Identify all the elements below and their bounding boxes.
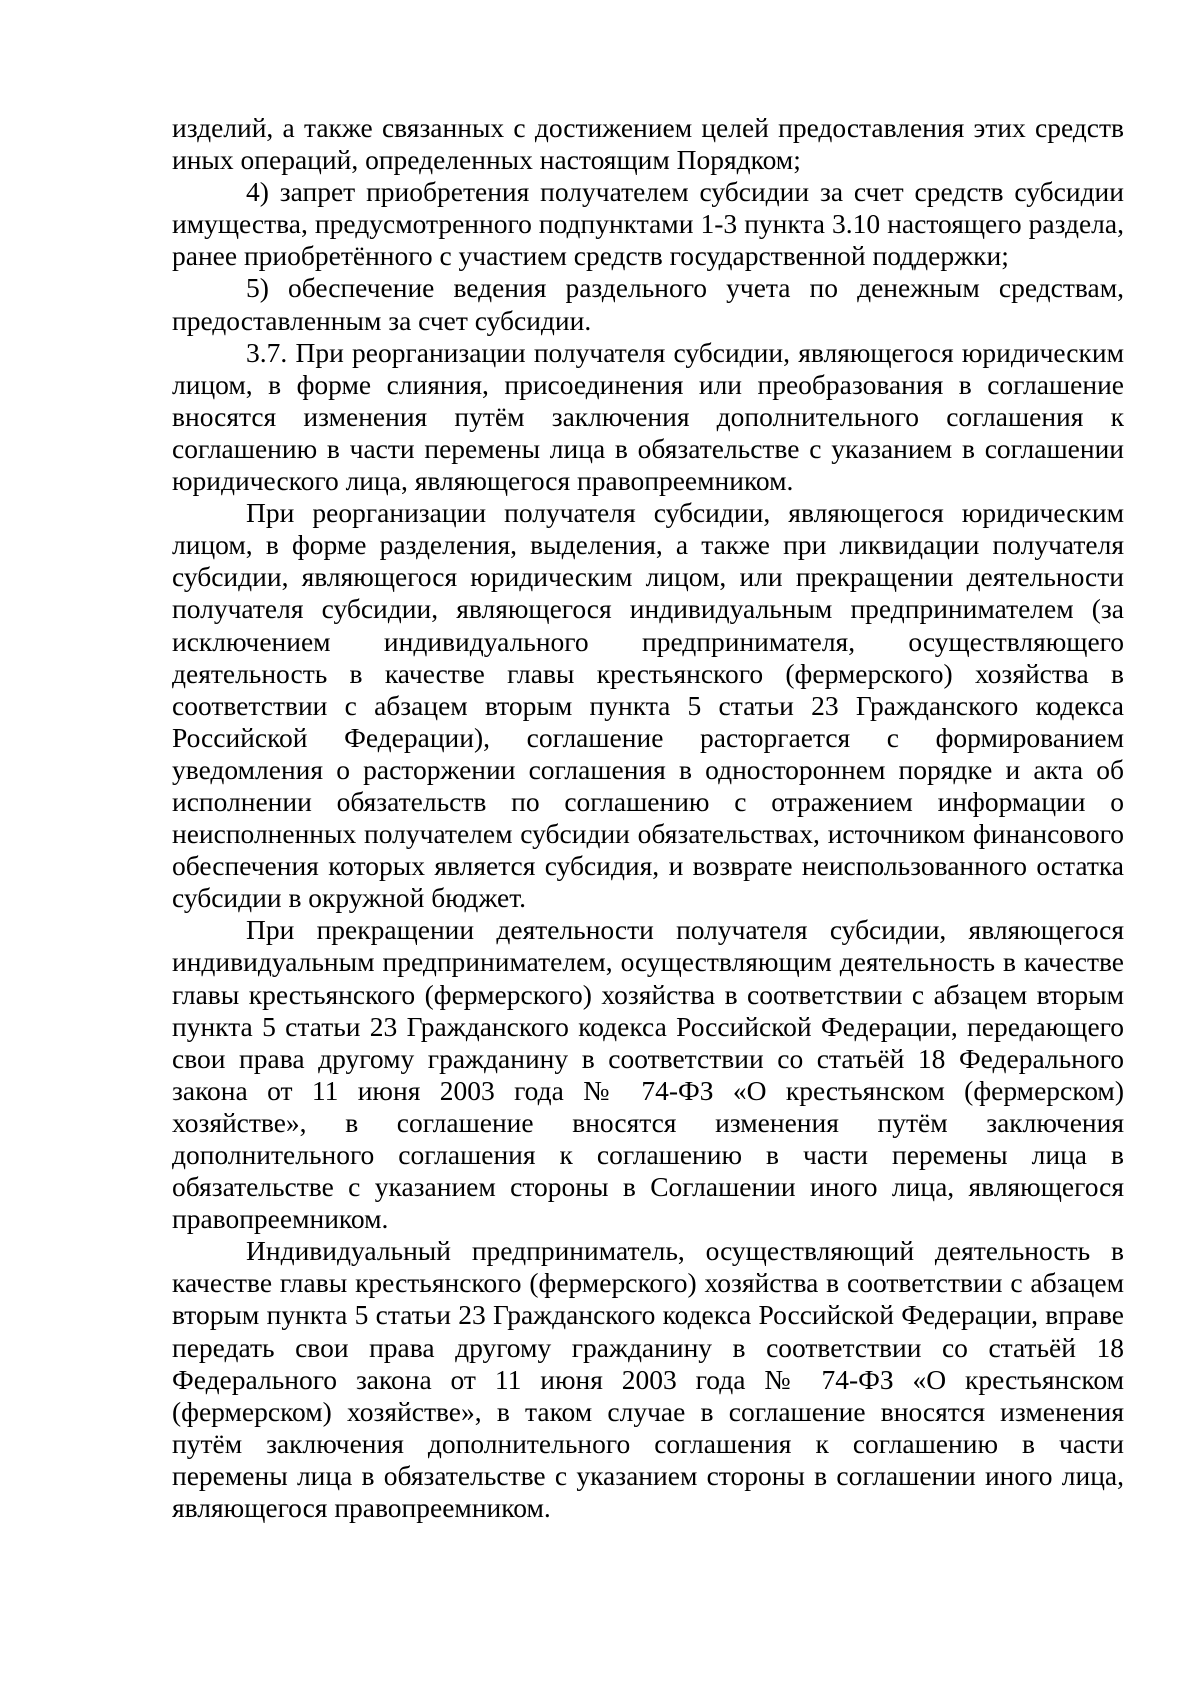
paragraph-farm-termination: При прекращении деятельности получателя субсидии, являющегося индивидуальным предпринимателем, осуществляющим деятельность в качестве главы крестьянского (фермерского) хозяйства в соответствии с абзацем вторым пункта 5 статьи 23 Гражданского кодекса Российской Федерации, передающего свои права другому гражданину в соответствии со статьёй 18 Федерального закона от 11 июня 2003 года № 74-ФЗ «О крестьянском (фермерском) хозяйстве», в соглашение вносятся изменения путём заключения дополнительного соглашения к соглашению в части перемены лица в обязательстве с указанием стороны в Соглашении иного лица, являющегося правопреемником. (172, 914, 1124, 1235)
paragraph-item-5: 5) обеспечение ведения раздельного учета по денежным средствам, предоставленным за счет субсидии. (172, 272, 1124, 336)
document-body (172, 112, 1124, 1524)
paragraph-continuation: изделий, а также связанных с достижением целей предоставления этих средств иных операций, определенных настоящим Порядком; (172, 112, 1124, 176)
paragraph-reorganization-termination: При реорганизации получателя субсидии, являющегося юридическим лицом, в форме разделения, выделения, а также при ликвидации получателя субсидии, являющегося юридическим лицом, или прекращении деятельности получателя субсидии, являющегося индивидуальным предпринимателем (за исключением индивидуального предпринимателя, осуществляющего деятельность в качестве главы крестьянского (фермерского) хозяйства в соответствии с абзацем вторым пункта 5 статьи 23 Гражданского кодекса Российской Федерации), соглашение расторгается с формированием уведомления о расторжении соглашения в одностороннем порядке и акта об исполнении обязательств по соглашению с отражением информации о неисполненных получателем субсидии обязательствах, источником финансового обеспечения которых является субсидия, и возврате неиспользованного остатка субсидии в окружной бюджет. (172, 497, 1124, 914)
paragraph-item-4: 4) запрет приобретения получателем субсидии за счет средств субсидии имущества, предусмотренного подпунктами 1-3 пункта 3.10 настоящего раздела, ранее приобретённого с участием средств государственной поддержки; (172, 176, 1124, 272)
paragraph-entrepreneur-rights-transfer: Индивидуальный предприниматель, осуществляющий деятельность в качестве главы крестьянского (фермерского) хозяйства в соответствии с абзацем вторым пункта 5 статьи 23 Гражданского кодекса Российской Федерации, вправе передать свои права другому гражданину в соответствии со статьёй 18 Федерального закона от 11 июня 2003 года № 74-ФЗ «О крестьянском (фермерском) хозяйстве», в таком случае в соглашение вносятся изменения путём заключения дополнительного соглашения к соглашению в части перемены лица в обязательстве с указанием стороны в соглашении иного лица, являющегося правопреемником. (172, 1235, 1124, 1524)
paragraph-3-7: 3.7. При реорганизации получателя субсидии, являющегося юридическим лицом, в форме слияния, присоединения или преобразования в соглашение вносятся изменения путём заключения дополнительного соглашения к соглашению в части перемены лица в обязательстве с указанием в соглашении юридического лица, являющегося правопреемником. (172, 336, 1124, 497)
